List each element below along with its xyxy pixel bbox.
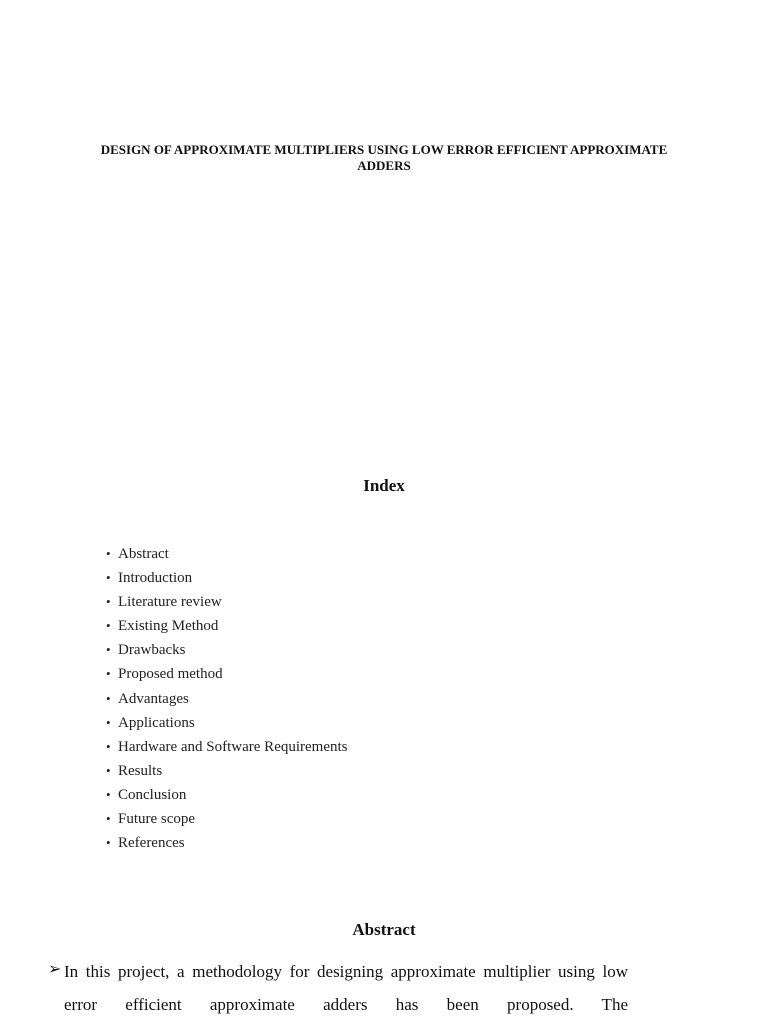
index-item-references: References bbox=[118, 835, 185, 852]
index-item-applications: Applications bbox=[118, 714, 195, 731]
bullet-icon: • bbox=[106, 666, 111, 682]
index-item-existing-method: Existing Method bbox=[118, 618, 219, 635]
list-item bbox=[106, 614, 348, 638]
list-item bbox=[106, 711, 348, 735]
bullet-icon: • bbox=[106, 642, 111, 658]
bullet-icon: • bbox=[106, 546, 111, 561]
list-item bbox=[106, 590, 348, 614]
index-item-advantages: Advantages bbox=[118, 690, 189, 707]
bullet-icon: • bbox=[106, 594, 111, 610]
document-title: DESIGN OF APPROXIMATE MULTIPLIERS USING LOW ERROR EFFICIENT APPROXIMATE ADDERS bbox=[100, 142, 668, 173]
list-item bbox=[106, 735, 348, 759]
list-item bbox=[106, 759, 348, 783]
index-item-drawbacks: Drawbacks bbox=[118, 642, 186, 659]
bullet-icon: • bbox=[106, 835, 111, 851]
abstract-text: In this project, a methodology for designing approximate multiplier using low error efficient approximate adders has been proposed. The bbox=[64, 962, 628, 1014]
index-item-hardware-software: Hardware and Software Requirements bbox=[118, 738, 348, 755]
index-item-conclusion: Conclusion bbox=[118, 786, 187, 803]
index-item-introduction: Introduction bbox=[118, 570, 193, 587]
list-item bbox=[106, 638, 348, 662]
list-item bbox=[106, 831, 348, 855]
bullet-icon: • bbox=[106, 714, 111, 730]
index-item-proposed-method: Proposed method bbox=[118, 666, 223, 683]
list-item bbox=[106, 566, 348, 590]
bullet-icon: • bbox=[106, 786, 111, 802]
index-heading: Index bbox=[363, 476, 405, 495]
bullet-icon: • bbox=[106, 570, 111, 586]
bullet-icon: • bbox=[106, 738, 111, 754]
index-list bbox=[106, 542, 348, 855]
bullet-icon: • bbox=[106, 811, 111, 827]
index-item-abstract: Abstract bbox=[118, 546, 169, 562]
abstract-heading: Abstract bbox=[352, 920, 416, 939]
bullet-icon: • bbox=[106, 618, 111, 634]
index-item-future-scope: Future scope bbox=[118, 811, 196, 828]
index-item-literature-review: Literature review bbox=[118, 594, 222, 611]
list-item bbox=[106, 687, 348, 711]
bullet-icon: • bbox=[106, 690, 111, 706]
arrow-bullet-icon: ➢ bbox=[48, 959, 62, 978]
abstract-paragraph bbox=[48, 955, 628, 1021]
list-item bbox=[106, 542, 348, 566]
list-item bbox=[106, 807, 348, 831]
bullet-icon: • bbox=[106, 762, 111, 778]
index-item-results: Results bbox=[118, 762, 163, 779]
list-item bbox=[106, 662, 348, 686]
list-item bbox=[106, 783, 348, 807]
